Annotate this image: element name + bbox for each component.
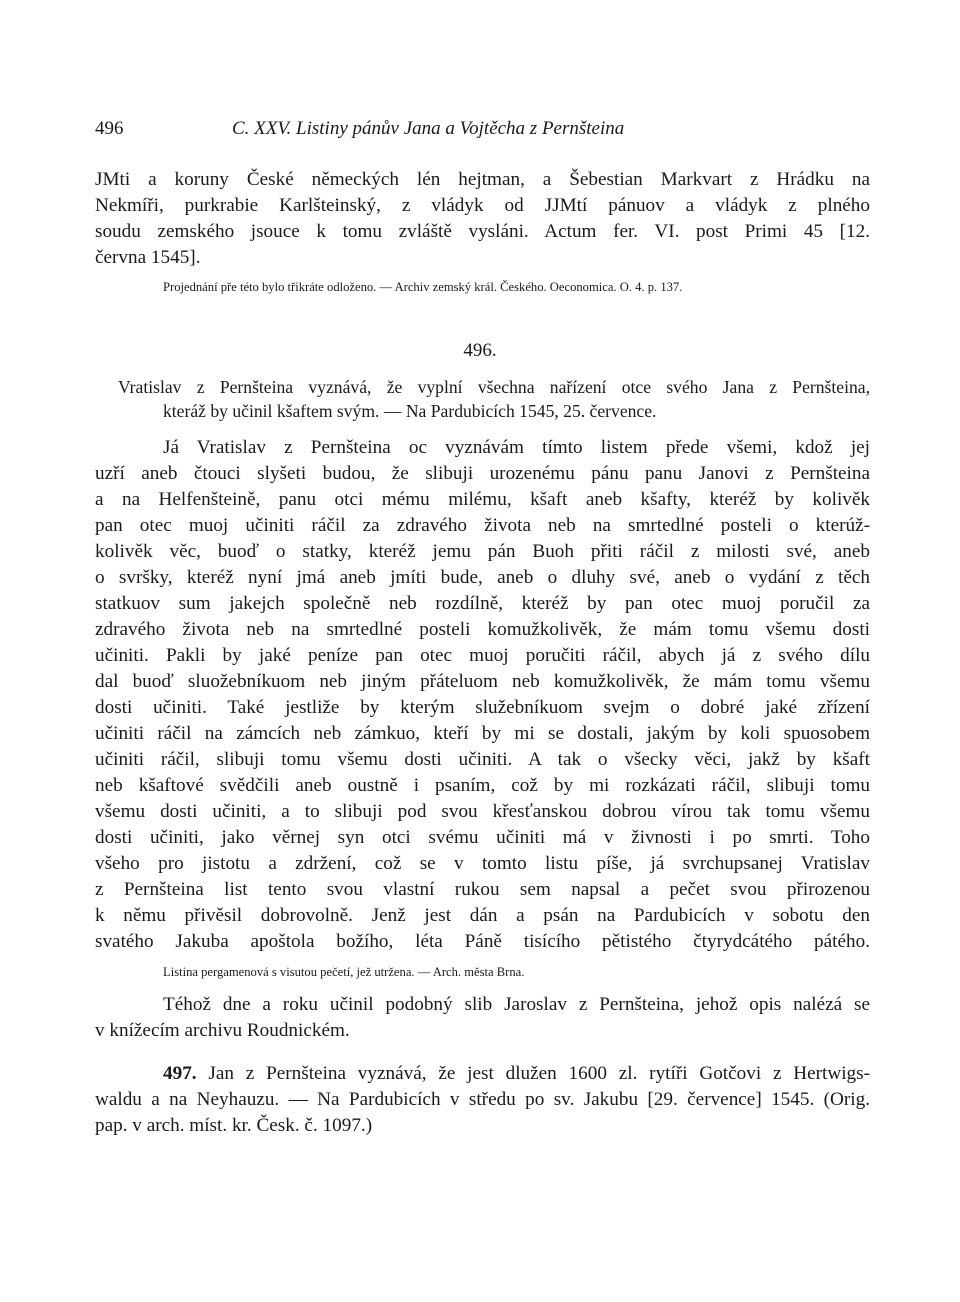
body-line: neb kšaftové svědčili aneb oustně i psaním, což by mi rozkázati ráčil, slibuji tomu — [95, 775, 870, 796]
body-line: k němu přivěsil dobrovolně. Jenž jest dán a psán na Pardubicích v sobotu den — [95, 905, 870, 926]
body-line: uzří aneb čtouci slyšeti budou, že slibuji urozenému pánu panu Janovi z Pernšteina — [95, 463, 870, 484]
document-number: 496. — [463, 340, 497, 361]
body-line: dosti učiniti. Také jestliže by kterým služebníkuom svejm o dobré jaké zřízení — [95, 697, 870, 718]
running-title: C. XXV. Listiny pánův Jana a Vojtěcha z Pernšteina — [232, 118, 625, 139]
text-line: JMti a koruny České německých lén hejtman, a Šebestian Markvart z Hrádku na — [95, 169, 870, 190]
body-line: dosti učiniti, jako věrnej syn otci svému učiniti má v živnosti i po smrti. Toho — [95, 827, 870, 848]
text-line: června 1545]. — [95, 247, 201, 268]
source-note: Listina pergamenová s visutou pečetí, jež utržena. — Arch. města Brna. — [163, 965, 525, 979]
document-number: 497. — [163, 1063, 197, 1084]
body-line: z Pernšteina list tento svou vlastní rukou sem napsal a pečet svou přirozenou — [95, 879, 870, 900]
body-line: učiniti. Pakli by jaké peníze pan otec muoj poručiti ráčil, abych já z svého dílu — [95, 645, 870, 666]
source-note: Projednání pře této bylo třikráte odloženo. — Archiv zemský král. Českého. Oeconomica. O. 4. p. 137. — [163, 280, 683, 294]
body-line: o svršky, kteréž nyní jmá aneb jmíti bude, aneb o dluhy své, aneb o vydání z těch — [95, 567, 870, 588]
page-number: 496 — [95, 118, 124, 139]
regest-line: waldu a na Neyhauzu. — Na Pardubicích v středu po sv. Jakubu [29. července] 1545. (Orig. — [95, 1089, 870, 1110]
body-line: statkuov sum jakejch společně neb rozdílně, kteréž by pan otec muoj poručil za — [95, 593, 870, 614]
regest-line — [163, 1061, 870, 1087]
body-line: všemu dosti učiniti, a to slibuji pod svou křesťanskou dobrou vírou tak tomu všemu — [95, 801, 870, 822]
remark-line: Téhož dne a roku učinil podobný slib Jaroslav z Pernšteina, jehož opis nalézá se — [163, 994, 870, 1015]
body-line: učiniti ráčil na zámcích neb zámkuo, kteří by mi se dostali, jakým by koli spuosobem — [95, 723, 870, 744]
body-line: učiniti ráčil, slibuji tomu všemu dosti učiniti. A tak o všecky věci, jakž by kšaft — [95, 749, 870, 770]
regest-text: Jan z Pernšteina vyznává, že jest dlužen 1600 zl. rytíři Gotčovi z Hertwigs- — [208, 1063, 871, 1084]
body-line: dal buoď sluožebníkuom neb jiným přáteluom neb komužkolivěk, že mám tomu všemu — [95, 671, 870, 692]
body-line: všeho pro jistotu a zdržení, což se v tomto listu píše, já svrchupsanej Vratislav — [95, 853, 870, 874]
text-line: soudu zemského jsouce k tomu zvláště vysláni. Actum fer. VI. post Primi 45 [12. — [95, 221, 870, 242]
body-line: svatého Jakuba apoštola božího, léta Páně tisícího pětistého čtyrydcátého pátého. — [95, 931, 870, 952]
remark-line: v knížecím archivu Roudnickém. — [95, 1020, 350, 1041]
regest-line: pap. v arch. míst. kr. Česk. č. 1097.) — [95, 1115, 373, 1136]
body-line: a na Helfenšteině, panu otci mému milému, kšaft aneb kšafty, kteréž by kolivěk — [95, 489, 870, 510]
document-summary-line: kteráž by učinil kšaftem svým. — Na Pardubicích 1545, 25. července. — [163, 401, 657, 421]
text-line: Nekmíři, purkrabie Karlšteinský, z vládyk od JJMtí pánuov a vládyk z plného — [95, 195, 870, 216]
running-head — [95, 118, 870, 144]
body-line: Já Vratislav z Pernšteina oc vyznávám tímto listem přede všemi, kdož jej — [163, 437, 870, 458]
body-line: kolivěk věc, buoď o statky, kteréž jemu pán Buoh přiti ráčil z milosti své, aneb — [95, 541, 870, 562]
body-line: pan otec muoj učiniti ráčil za zdravého života neb na smrtedlné posteli o kterúž- — [95, 515, 870, 536]
document-summary-line: Vratislav z Pernšteina vyznává, že vyplní všechna nařízení otce svého Jana z Pernšteina, — [118, 377, 870, 397]
body-line: zdravého života neb na smrtedlné posteli komužkolivěk, že mám tomu všemu dosti — [95, 619, 870, 640]
